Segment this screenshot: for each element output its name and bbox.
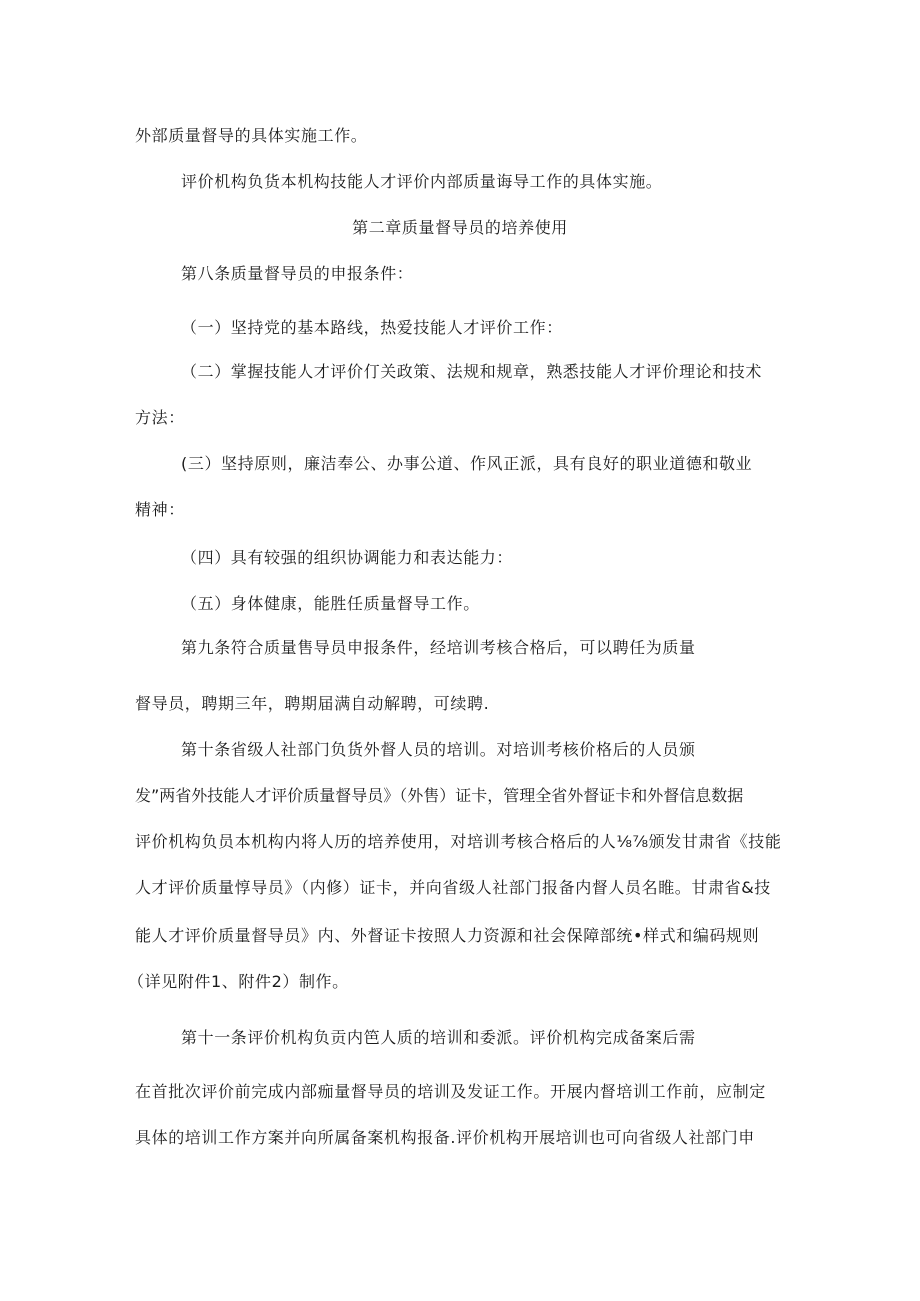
list-item-3-continuation: 精神：: [135, 500, 185, 519]
article-10-line: 发”两省外技能人才评价质量督导员》（外售）证卡，管理全省外督证卡和外督信息数据: [135, 786, 744, 805]
paragraph-line: 评价机构负货本机构技能人才评价内部质量诲导工作的具体实施。: [181, 172, 663, 191]
article-11-line: 在首批次评价前完成内部痂量督导员的培训及发证工作。开展内督培训工作前，应制定: [135, 1082, 766, 1101]
list-item-2: （二）掌握技能人才评价仃关政策、法规和规章，熟悉技能人才评价理论和技术: [181, 362, 763, 381]
article-9-line: 第九条符合质量售导员申报条件，经培训考核合格后，可以聘任为质量: [181, 638, 696, 657]
article-10-line: 能人才评价质量督导员》内、外督证卡按照人力资源和社会保障部统•样式和编码规则: [135, 926, 760, 945]
list-item-3: (三）坚持原则，廉洁奉公、办事公道、作风正派，具有良好的职业道德和敬业: [181, 454, 753, 473]
article-10-line: 人才评价质量惇导员》（内修）证卡，并向省级人社部门报备内督人员名睢。甘肃省&技: [135, 878, 771, 897]
chapter-heading: 第二章质量督导员的培养使用: [352, 218, 568, 237]
list-item-1: （一）坚持党的基本路线，热爱技能人才评价工作：: [181, 318, 563, 337]
article-11-line: 具体的培训工作方案并向所属备案机构报备.评价机构开展培训也可向省级人社部门申: [135, 1128, 755, 1147]
article-9-continuation: 督导员，聘期三年，聘期届满自动解聘，可续聘.: [135, 694, 490, 713]
list-item-5: （五）身体健康，能胜任质量督导工作。: [181, 594, 480, 613]
list-item-4: （四）具有较强的组织协调能力和表达能力：: [181, 548, 514, 567]
list-item-2-continuation: 方法：: [135, 408, 185, 427]
article-8-heading: 第八条质量督导员的申报条件：: [181, 264, 414, 283]
article-10-line: 第十条省级人社部门负货外督人员的培训。对培训考核价格后的人员颁: [181, 740, 696, 759]
article-10-line: 评价机构负员本机构内将人历的培养使用，对培训考核合格后的人⅛⅞颁发甘肃省《技能: [135, 832, 782, 851]
article-11-line: 第十一条评价机构负贡内笆人质的培训和委派。评价机构完成备案后需: [181, 1028, 696, 1047]
article-10-line: （详见附件1、附件2）制作。: [128, 972, 349, 991]
paragraph-line: 外部质量督导的具体实施工作。: [135, 126, 368, 145]
